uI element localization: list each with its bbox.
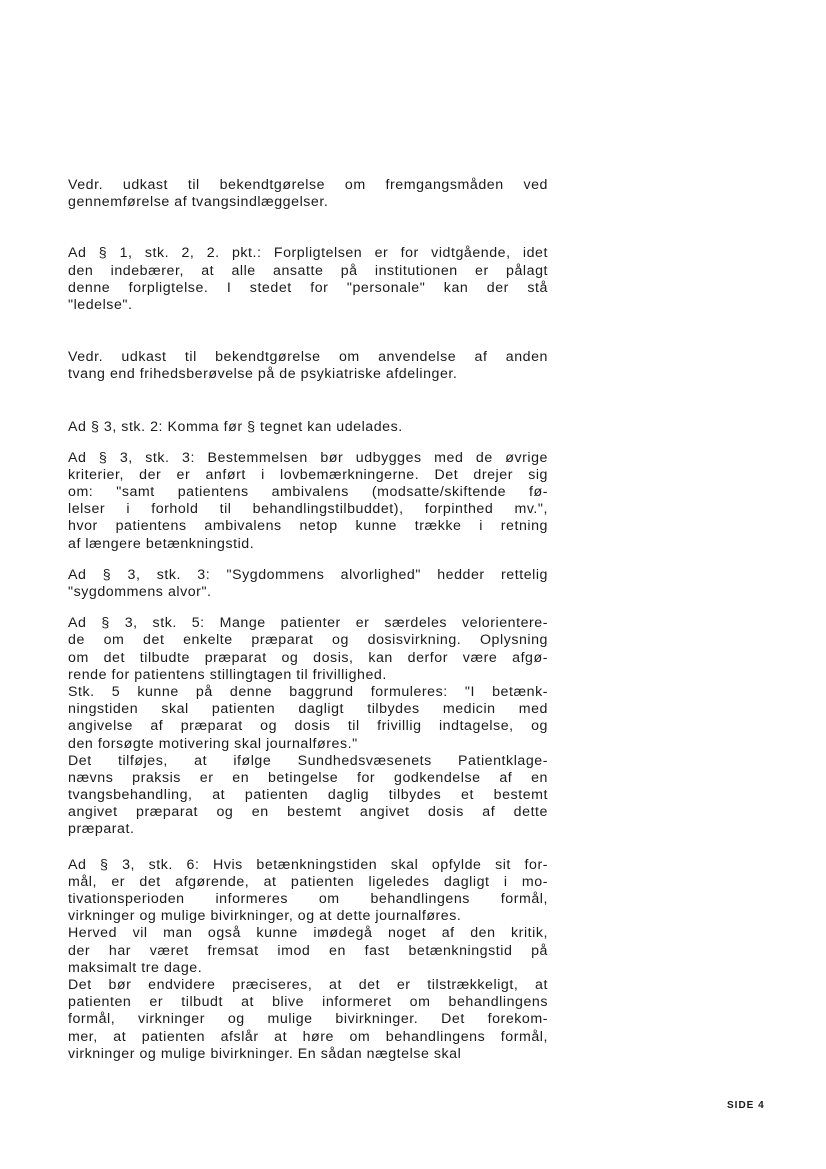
text-line: angivet præparat og en bestemt angivet dosis af dette — [68, 804, 548, 821]
paragraph-spacer — [68, 436, 548, 450]
text-line: præparat. — [68, 821, 135, 838]
text-line: tvang end frihedsberøvelse på de psykiatriske afdelinger. — [68, 366, 458, 383]
text-line: Ad § 3, stk. 3: "Sygdommens alvorlighed" hedder rettelig — [68, 566, 548, 583]
text-line: virkninger og mulige bivirkninger, og at dette journalføres. — [68, 908, 462, 925]
text-line: "sygdommens alvor". — [68, 584, 212, 600]
text-line: hvor patientens ambivalens netop kunne trække i retning — [68, 518, 548, 535]
paragraph-1 — [68, 177, 548, 211]
text-line: Ad § 1, stk. 2, 2. pkt.: Forpligtelsen er for vidtgående, idet — [68, 245, 548, 262]
text-line: "ledelse". — [68, 296, 133, 313]
text-line: virkninger og mulige bivirkninger. En sådan nægtelse skal — [68, 1045, 462, 1062]
text-line: mål, er det afgørende, at patienten ligeledes dagligt i mo- — [68, 873, 548, 890]
text-line: Ad § 3, stk. 6: Hvis betænkningstiden skal opfylde sit for- — [68, 856, 548, 873]
text-line: denne forpligtelse. I stedet for "personale" kan der stå — [68, 279, 548, 296]
paragraph-spacer — [68, 211, 548, 245]
paragraph-7 — [68, 615, 548, 838]
text-line: den indebærer, at alle ansatte på institutionen er pålagt — [68, 262, 548, 279]
page-number: SIDE 4 — [727, 1100, 765, 1111]
paragraph-6 — [68, 567, 548, 601]
text-line: om det tilbudte præparat og dosis, kan derfor være afgø- — [68, 649, 548, 666]
paragraph-spacer — [68, 314, 548, 349]
paragraph-5 — [68, 450, 548, 553]
text-line: mer, at patienten afslår at høre om behandlingens formål, — [68, 1028, 548, 1045]
paragraph-spacer — [68, 839, 548, 857]
text-line: Vedr. udkast til bekendtgørelse om anvendelse af anden — [68, 349, 548, 366]
text-line: Det bør endvidere præciseres, at det er tilstrækkeligt, at — [68, 976, 548, 993]
text-line: den forsøgte motivering skal journalføres." — [68, 735, 358, 752]
paragraph-4 — [68, 419, 548, 436]
text-line: formål, virkninger og mulige bivirkninger. Det forekom- — [68, 1011, 548, 1028]
text-line: om: "samt patientens ambivalens (modsatte/skiftende fø- — [68, 484, 548, 501]
text-line: nævns praksis er en betingelse for godkendelse af en — [68, 769, 548, 786]
paragraph-spacer — [68, 553, 548, 567]
text-line: rende for patientens stillingtagen til frivillighed. — [68, 666, 387, 683]
text-line: maksimalt tre dage. — [68, 959, 203, 976]
text-line: tivationsperioden informeres om behandlingens formål, — [68, 891, 548, 907]
text-line: Det tilføjes, at ifølge Sundhedsvæsenets Patientklage- — [68, 752, 548, 769]
text-line: Ad § 3, stk. 5: Mange patienter er særdeles velorientere- — [68, 615, 548, 632]
text-line: lelser i forhold til behandlingstilbuddet), forpinthed mv.", — [68, 501, 548, 518]
text-line: de om det enkelte præparat og dosisvirkning. Oplysning — [68, 632, 548, 649]
text-line: Herved vil man også kunne imødegå noget af den kritik, — [68, 925, 548, 942]
text-line: kriterier, der er anført i lovbemærkningerne. Det drejer sig — [68, 466, 548, 483]
text-line: Vedr. udkast til bekendtgørelse om fremgangsmåden ved — [68, 177, 548, 193]
text-line: af længere betænkningstid. — [68, 535, 255, 552]
text-line: patienten er tilbudt at blive informeret om behandlingens — [68, 994, 548, 1011]
paragraph-3 — [68, 349, 548, 383]
text-line: Ad § 3, stk. 2: Komma før § tegnet kan udelades. — [68, 418, 403, 435]
text-line: tvangsbehandling, at patienten daglig tilbydes et bestemt — [68, 787, 548, 804]
text-line: ningstiden skal patienten dagligt tilbydes medicin med — [68, 701, 548, 718]
paragraph-2 — [68, 245, 548, 314]
text-line: angivelse af præparat og dosis til frivillig indtagelse, og — [68, 718, 548, 735]
paragraph-8 — [68, 857, 548, 1063]
body-text — [68, 177, 548, 1063]
text-line: der har været fremsat imod en fast betænkningstid på — [68, 942, 548, 959]
paragraph-spacer — [68, 601, 548, 615]
text-line: Stk. 5 kunne på denne baggrund formuleres: "I betænk- — [68, 683, 548, 700]
paragraph-spacer — [68, 384, 548, 419]
text-line: Ad § 3, stk. 3: Bestemmelsen bør udbygges med de øvrige — [68, 449, 548, 466]
text-line: gennemførelse af tvangsindlæggelser. — [68, 194, 329, 211]
